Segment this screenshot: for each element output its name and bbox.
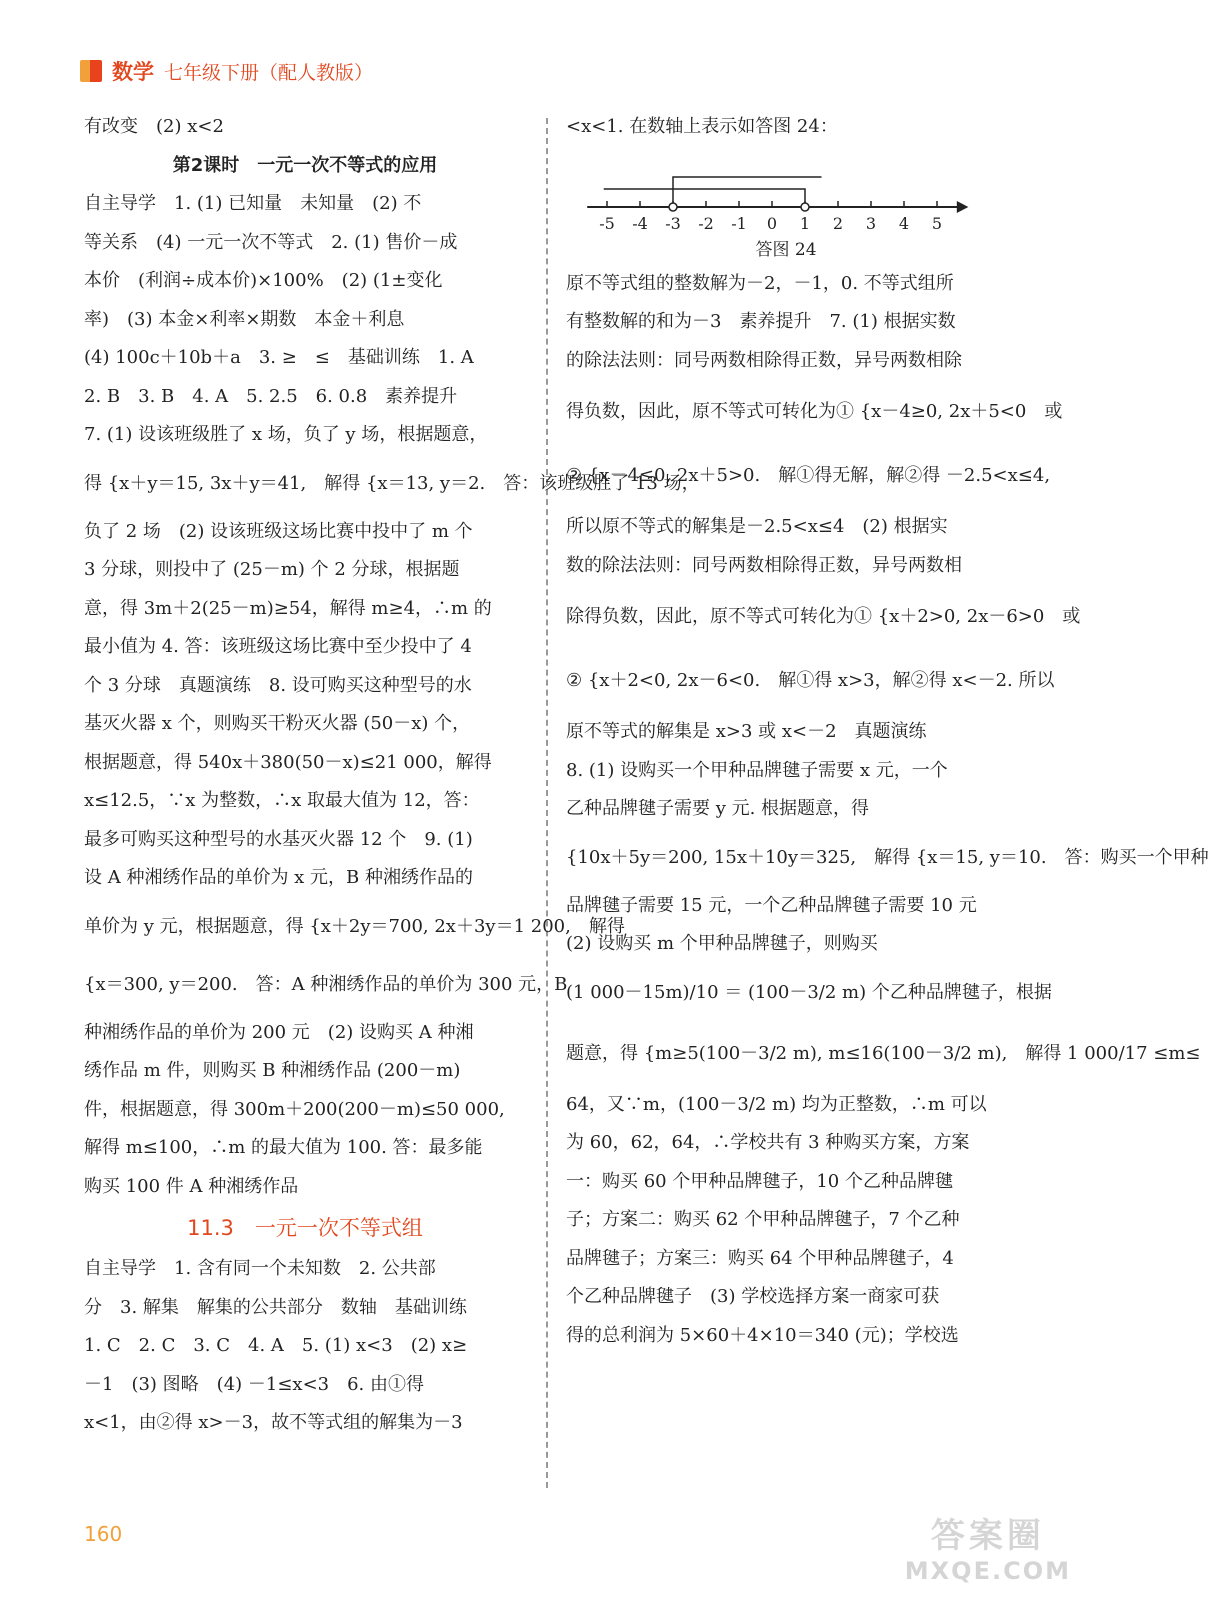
axis-tick-label: 5 — [931, 213, 943, 233]
column-divider — [546, 118, 548, 1488]
axis-tick-label: -4 — [632, 213, 648, 233]
text-line: 分 3. 解集 解集的公共部分 数轴 基础训练 — [84, 1296, 467, 1318]
text-line: 有整数解的和为－3 素养提升 7. (1) 根据实数 — [566, 311, 956, 332]
axis-tick-label: 0 — [766, 213, 778, 233]
axis-tick-label: -5 — [599, 213, 615, 233]
text-line: 有改变 (2) x<2 — [84, 116, 224, 137]
axis-tick-label: 4 — [898, 213, 910, 233]
text-line: 购买 100 件 A 种湘绣作品 — [84, 1175, 299, 1197]
text-line: 基灭火器 x 个，则购买干粉灭火器 (50－x) 个， — [84, 713, 471, 734]
text-line: 绣作品 m 件，则购买 B 种湘绣作品 (200－m) — [84, 1060, 461, 1081]
text-line: 1. C 2. C 3. C 4. A 5. (1) x<3 (2) x≥ — [84, 1335, 468, 1356]
text-line: 一：购买 60 个甲种品牌毽子，10 个乙种品牌毽 — [566, 1170, 953, 1192]
equation-line: ② {x－4≤0, 2x＋5>0. 解①得无解，解②得 －2.5<x≤4, — [566, 465, 1051, 486]
text-line: 最小值为 4. 答：该班级这场比赛中至少投中了 4 — [84, 636, 472, 657]
axis-tick-label: 2 — [832, 213, 844, 233]
page-header — [80, 55, 373, 87]
equation-line: 得 {x＋y＝15, 3x＋y＝41, 解得 {x＝13, y＝2. 答：该班级胜了 13 场， — [84, 472, 700, 494]
book-logo-icon — [80, 60, 102, 82]
header-title: 七年级下册（配人教版） — [164, 61, 374, 84]
equation-line: (1 000－15m)/10 ＝ (100－3/2 m) 个乙种品牌毽子，根据 — [566, 981, 1052, 1003]
text-line: 解得 m≤100，∴m 的最大值为 100. 答：最多能 — [84, 1137, 483, 1158]
watermark-url: MXQE.COM — [904, 1557, 1071, 1585]
left-column — [84, 108, 700, 1443]
text-line: 7. (1) 设该班级胜了 x 场，负了 y 场，根据题意， — [84, 424, 488, 445]
site-watermark — [905, 1508, 1071, 1585]
text-line: 负了 2 场 (2) 设该班级这场比赛中投中了 m 个 — [84, 520, 473, 542]
axis-tick-label: -2 — [698, 213, 714, 233]
number-line-diagram — [588, 147, 988, 233]
text-line: 等关系 (4) 一元一次不等式 2. (1) 售价－成 — [84, 231, 458, 253]
equation-line: 除得负数，因此，原不等式可转化为① {x＋2>0, 2x－6>0 或 — [566, 606, 1081, 627]
text-line: 最多可购买这种型号的水基灭火器 12 个 9. (1) — [84, 828, 473, 850]
text-line: －1 (3) 图略 (4) －1≤x<3 6. 由①得 — [84, 1373, 425, 1395]
text-line: 子；方案二：购买 62 个甲种品牌毽子，7 个乙种 — [566, 1209, 960, 1230]
equation-line: {x＝300, y＝200. 答：A 种湘绣作品的单价为 300 元，B — [84, 973, 568, 995]
text-line: 率) (3) 本金×利率×期数 本金＋利息 — [84, 308, 405, 330]
text-line: 自主导学 1. 含有同一个未知数 2. 公共部 — [84, 1258, 436, 1279]
text-line: 自主导学 1. (1) 已知量 未知量 (2) 不 — [84, 193, 422, 214]
number-line-figure — [566, 147, 1008, 265]
text-line: 根据题意，得 540x＋380(50－x)≤21 000，解得 — [84, 751, 492, 773]
lesson-title: 第2课时 一元一次不等式的应用 — [172, 154, 438, 176]
text-line: 个乙种品牌毽子 (3) 学校选择方案一商家可获 — [566, 1286, 940, 1307]
text-line: 原不等式的解集是 x>3 或 x<－2 真题演练 — [566, 721, 927, 742]
text-line: 为 60，62，64，∴学校共有 3 种购买方案，方案 — [566, 1132, 970, 1153]
open-circle-neg3 — [669, 203, 677, 211]
text-line: x≤12.5，∵x 为整数，∴x 取最大值为 12，答： — [84, 790, 480, 811]
text-line: 设 A 种湘绣作品的单价为 x 元，B 种湘绣作品的 — [84, 867, 473, 888]
equation-line: 得负数，因此，原不等式可转化为① {x－4≥0, 2x＋5<0 或 — [566, 401, 1063, 422]
text-line: 得的总利润为 5×60＋4×10＝340 (元)；学校选 — [566, 1324, 959, 1346]
watermark-text: 答案圈 — [930, 1516, 1045, 1556]
text-line: x<1，由②得 x>－3，故不等式组的解集为－3 — [84, 1412, 463, 1433]
text-line: (4) 100c＋10b＋a 3. ≥ ≤ 基础训练 1. A — [84, 347, 474, 368]
text-line: 原不等式组的整数解为－2，－1，0. 不等式组所 — [566, 272, 954, 294]
figure-caption: 答图 24 — [755, 239, 817, 260]
text-line: 所以原不等式的解集是－2.5<x≤4 (2) 根据实 — [566, 516, 948, 537]
page-number: 160 — [84, 1522, 123, 1546]
section-title: 11.3 一元一次不等式组 — [187, 1216, 423, 1240]
axis-tick-label: 3 — [865, 213, 877, 233]
interval-gt-neg3 — [673, 177, 822, 203]
right-column — [566, 108, 1209, 1355]
axis-tick-label: -1 — [731, 213, 747, 233]
text-line: 个 3 分球 真题演练 8. 设可购买这种型号的水 — [84, 674, 472, 696]
equation-line: ② {x＋2<0, 2x－6<0. 解①得 x>3，解②得 x<－2. 所以 — [566, 670, 1055, 691]
text-line: 2. B 3. B 4. A 5. 2.5 6. 0.8 素养提升 — [84, 385, 458, 407]
axis-tick-label: 1 — [799, 213, 811, 233]
axis-arrow-icon — [957, 201, 969, 213]
text-line: 64，又∵m，(100－3/2 m) 均为正整数，∴m 可以 — [566, 1093, 987, 1115]
text-line: (2) 设购买 m 个甲种品牌毽子，则购买 — [566, 933, 878, 954]
equation-line: {10x＋5y＝200, 15x＋10y＝325, 解得 {x＝15, y＝10. 答：购买一个甲种 — [566, 846, 1209, 868]
text-line: 品牌毽子需要 15 元，一个乙种品牌毽子需要 10 元 — [566, 894, 977, 916]
text-line: 的除法法则：同号两数相除得正数，异号两数相除 — [566, 349, 962, 371]
open-circle-1 — [801, 203, 809, 211]
text-line: 数的除法法则：同号两数相除得正数，异号两数相 — [566, 554, 962, 576]
header-subject: 数学 — [112, 60, 154, 84]
text-line: <x<1. 在数轴上表示如答图 24： — [566, 116, 838, 137]
text-line: 3 分球，则投中了 (25－m) 个 2 分球，根据题 — [84, 559, 460, 580]
text-line: 意，得 3m＋2(25－m)≥54，解得 m≥4，∴m 的 — [84, 597, 492, 619]
interval-lt-1 — [604, 189, 805, 203]
equation-line: 单价为 y 元，根据题意，得 {x＋2y＝700, 2x＋3y＝1 200, 解得 — [84, 915, 625, 937]
text-line: 件，根据题意，得 300m＋200(200－m)≤50 000, — [84, 1098, 505, 1120]
text-line: 8. (1) 设购买一个甲种品牌毽子需要 x 元，一个 — [566, 759, 948, 781]
text-line: 本价 (利润÷成本价)×100% (2) (1±变化 — [84, 270, 443, 291]
text-line: 乙种品牌毽子需要 y 元. 根据题意，得 — [566, 798, 870, 819]
text-line: 种湘绣作品的单价为 200 元 (2) 设购买 A 种湘 — [84, 1021, 474, 1043]
equation-line: 题意，得 {m≥5(100－3/2 m), m≤16(100－3/2 m), 解得 1 000/17 ≤m≤ — [566, 1042, 1201, 1064]
axis-tick-label: -3 — [665, 213, 681, 233]
text-line: 品牌毽子；方案三：购买 64 个甲种品牌毽子，4 — [566, 1247, 954, 1269]
